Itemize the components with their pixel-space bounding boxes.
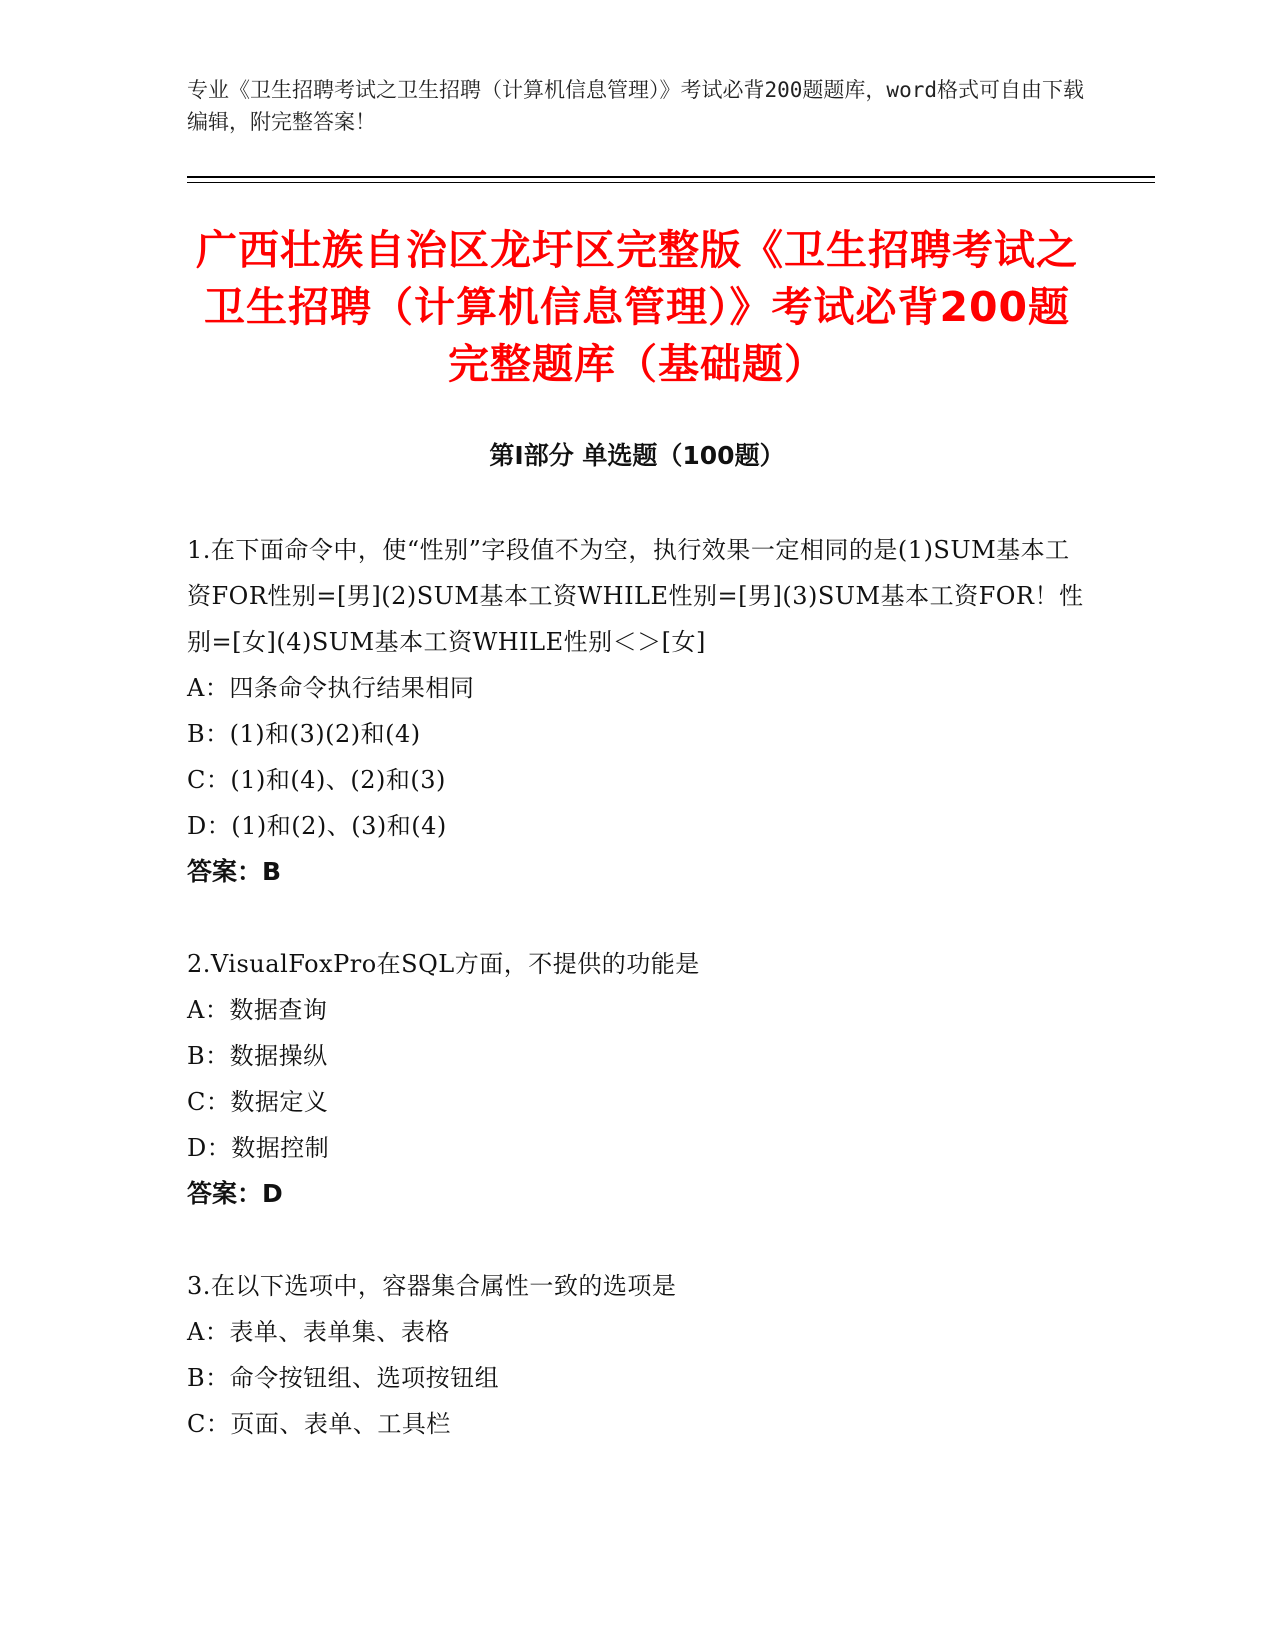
question-1 xyxy=(187,527,1087,895)
option-d: D：(1)和(2)、(3)和(4) xyxy=(187,812,447,840)
answer-line: 答案：D xyxy=(187,1179,283,1208)
answer-line: 答案：B xyxy=(187,857,282,886)
header-rule-thin xyxy=(187,182,1155,183)
option-a: A：数据查询 xyxy=(187,996,328,1024)
header-rule-thick xyxy=(187,176,1155,178)
question-list xyxy=(187,527,1087,1493)
question-stem: 3.在以下选项中，容器集合属性一致的选项是 xyxy=(187,1272,677,1300)
option-b: B：(1)和(3)(2)和(4) xyxy=(187,720,421,748)
question-2 xyxy=(187,941,1087,1217)
document-title: 广西壮族自治区龙圩区完整版《卫生招聘考试之卫生招聘（计算机信息管理）》考试必背200题完整题库（基础题） xyxy=(196,226,1078,388)
section-heading: 第Ⅰ部分 单选题（100题） xyxy=(489,441,785,470)
option-c: C：页面、表单、工具栏 xyxy=(187,1410,451,1438)
option-a: A：表单、表单集、表格 xyxy=(187,1318,450,1346)
question-stem: 1.在下面命令中，使“性别”字段值不为空，执行效果一定相同的是(1)SUM基本工资FOR性别=[男](2)SUM基本工资WHILE性别=[男](3)SUM基本工资FOR！性别=[女](4)SUM基本工资WHILE性别＜＞[女] xyxy=(187,536,1084,656)
option-c: C：数据定义 xyxy=(187,1088,329,1116)
option-b: B：命令按钮组、选项按钮组 xyxy=(187,1364,500,1392)
option-b: B：数据操纵 xyxy=(187,1042,328,1070)
option-c: C：(1)和(4)、(2)和(3) xyxy=(187,766,446,794)
question-3 xyxy=(187,1263,1087,1447)
question-stem: 2.VisualFoxPro在SQL方面，不提供的功能是 xyxy=(187,950,700,978)
option-a: A：四条命令执行结果相同 xyxy=(187,674,475,702)
option-d: D：数据控制 xyxy=(187,1134,330,1162)
header-note: 专业《卫生招聘考试之卫生招聘（计算机信息管理）》考试必背200题题库，word格式可自由下载编辑，附完整答案！ xyxy=(187,78,1084,134)
